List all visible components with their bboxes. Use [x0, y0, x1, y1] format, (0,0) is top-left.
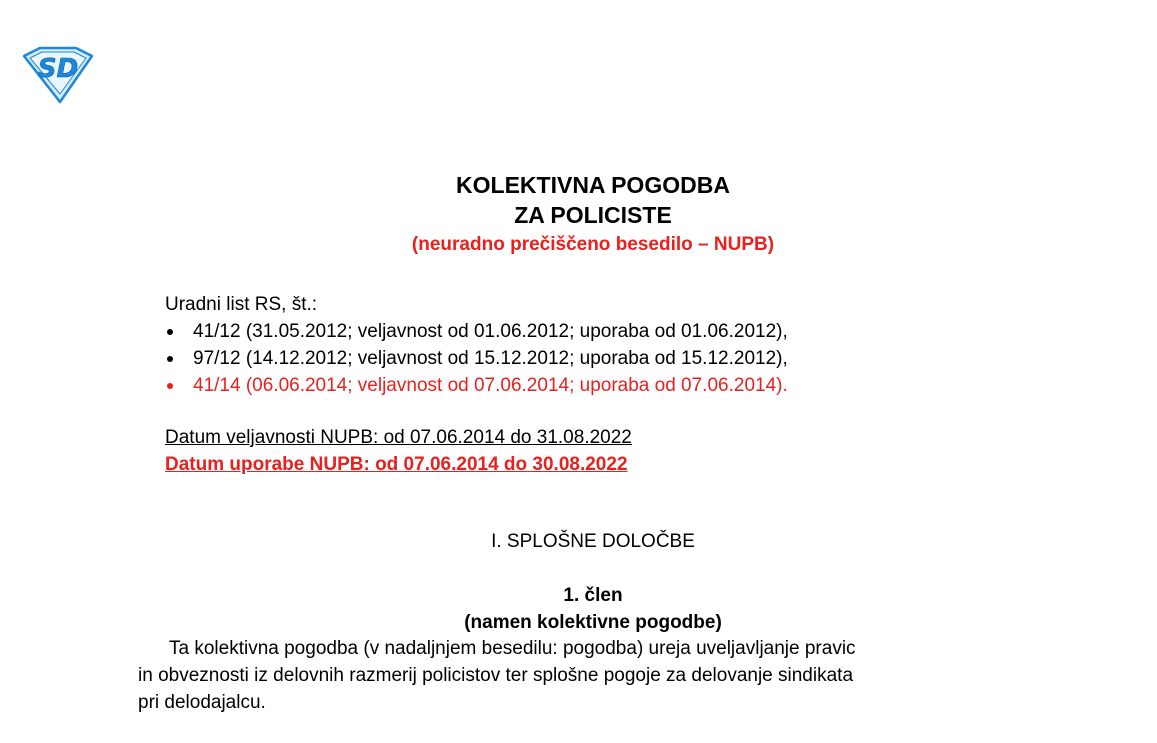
article-title: (namen kolektivne pogodbe) [464, 612, 722, 633]
gazette-sources [165, 291, 788, 399]
document-title-block [0, 170, 1157, 258]
bullet-icon [167, 329, 173, 335]
source-item [165, 318, 788, 345]
union-shield-logo [20, 46, 96, 104]
section-heading: I. SPLOŠNE DOLOČBE [491, 531, 695, 552]
source-item-latest [165, 372, 788, 399]
validity-date: Datum veljavnosti NUPB: od 07.06.2014 do 31.08.2022 [165, 427, 632, 448]
bullet-icon [167, 356, 173, 362]
source-item-text: 41/14 (06.06.2014; veljavnost od 07.06.2014; uporaba od 07.06.2014). [193, 375, 788, 396]
sources-heading: Uradni list RS, št.: [165, 294, 318, 315]
document-title-line-1: KOLEKTIVNA POGODBA [456, 172, 730, 198]
article-body-line: Ta kolektivna pogodba (v nadaljnjem besedilu: pogodba) ureja uveljavljanje pravic [169, 638, 856, 659]
source-item-text: 41/12 (31.05.2012; veljavnost od 01.06.2012; uporaba od 01.06.2012), [193, 321, 788, 342]
article-body-line: in obveznosti iz delovnih razmerij policistov ter splošne pogoje za delovanje sindikata [138, 665, 854, 686]
article-number: 1. člen [563, 585, 623, 606]
source-item [165, 345, 788, 372]
article-body-line: pri delodajalcu. [138, 692, 266, 713]
article-body [138, 635, 1038, 716]
sources-list [165, 318, 788, 399]
use-date: Datum uporabe NUPB: od 07.06.2014 do 30.08.2022 [165, 454, 628, 475]
source-item-text: 97/12 (14.12.2012; veljavnost od 15.12.2012; uporaba od 15.12.2012), [193, 348, 788, 369]
article-heading [0, 582, 1157, 636]
document-subtitle: (neuradno prečiščeno besedilo – NUPB) [411, 234, 775, 255]
bullet-icon [167, 383, 173, 389]
logo-lettering: SD [37, 54, 79, 84]
nupb-dates [165, 424, 632, 478]
document-title-line-2: ZA POLICISTE [514, 202, 672, 228]
